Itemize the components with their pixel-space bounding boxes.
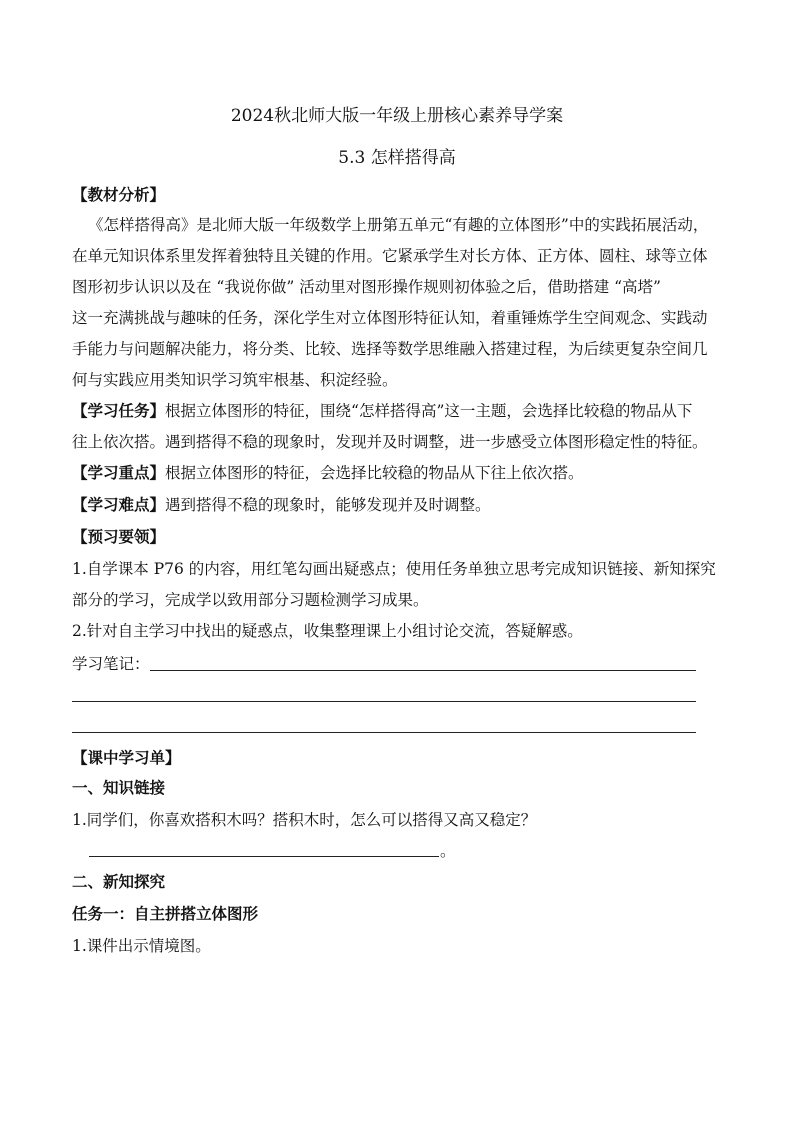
knowledge-link-heading: 一、知识链接 [72,778,166,797]
learning-task-text: 根据立体图形的特征，围绕“怎样搭得高”这一主题，会选择比较稳的物品从下 [165,402,693,420]
preview-item-1: 1.自学课本 P76 的内容，用红笔勾画出疑惑点；使用任务单独立思考完成知识链接、新知探究 [72,560,716,578]
task-1-heading: 任务一：自主拼搭立体图形 [72,904,259,923]
notes-line [150,670,696,671]
key-point-text: 根据立体图形的特征，会选择比较稳的物品从下往上依次搭。 [165,464,584,482]
difficulty-paragraph [72,494,732,516]
analysis-line: 手能力与问题解决能力，将分类、比较、选择等数学思维融入搭建过程，为后续更复杂空间几 [72,340,708,358]
answer-line-end: 。 [440,842,456,860]
analysis-line: 图形初步认识以及在 “我说你做” 活动里对图形操作规则初体验之后，借助搭建 “高塔” [72,278,661,296]
preview-item-1-continued: 部分的学习，完成学以致用部分习题检测学习成果。 [72,591,429,609]
analysis-line: 这一充满挑战与趣味的任务，深化学生对立体图形特征认知，着重锤炼学生空间观念、实践动 [72,309,708,327]
notes-line [72,701,696,702]
difficulty-label: 【学习难点】 [72,495,166,514]
learning-task-paragraph [72,400,732,422]
analysis-line: 在单元知识体系里发挥着独特且关键的作用。它紧承学生对长方体、正方体、圆柱、球等立体 [72,247,708,265]
notes-label: 学习笔记： [72,655,150,673]
answer-line[interactable] [89,856,439,857]
new-knowledge-heading: 二、新知探究 [72,872,166,891]
analysis-line: 《怎样搭得高》是北师大版一年级数学上册第五单元“有趣的立体图形”中的实践拓展活动， [88,216,709,234]
question-1: 1.同学们，你喜欢搭积木吗？搭积木时，怎么可以搭得又高又稳定？ [72,811,537,829]
preview-heading: 【预习要领】 [72,527,166,546]
learning-task-label: 【学习任务】 [72,401,166,420]
notes-line [72,732,696,733]
class-sheet-heading: 【课中学习单】 [72,748,181,767]
key-point-label: 【学习重点】 [72,463,166,482]
analysis-line: 何与实践应用类知识学习筑牢根基、积淀经验。 [72,371,398,389]
difficulty-text: 遇到搭得不稳的现象时，能够发现并及时调整。 [165,496,491,514]
analysis-heading: 【教材分析】 [72,185,166,204]
preview-item-2: 2.针对自主学习中找出的疑惑点，收集整理课上小组讨论交流，答疑解惑。 [72,622,583,640]
learning-task-text-continued: 往上依次搭。遇到搭得不稳的现象时，发现并及时调整，进一步感受立体图形稳定性的特征。 [72,433,708,451]
task-1-step-1: 1.课件出示情境图。 [72,937,211,955]
document-title: 2024秋北师大版一年级上册核心素养导学案 [230,106,564,126]
lesson-subtitle: 5.3 怎样搭得高 [338,148,456,168]
key-point-paragraph [72,462,732,484]
